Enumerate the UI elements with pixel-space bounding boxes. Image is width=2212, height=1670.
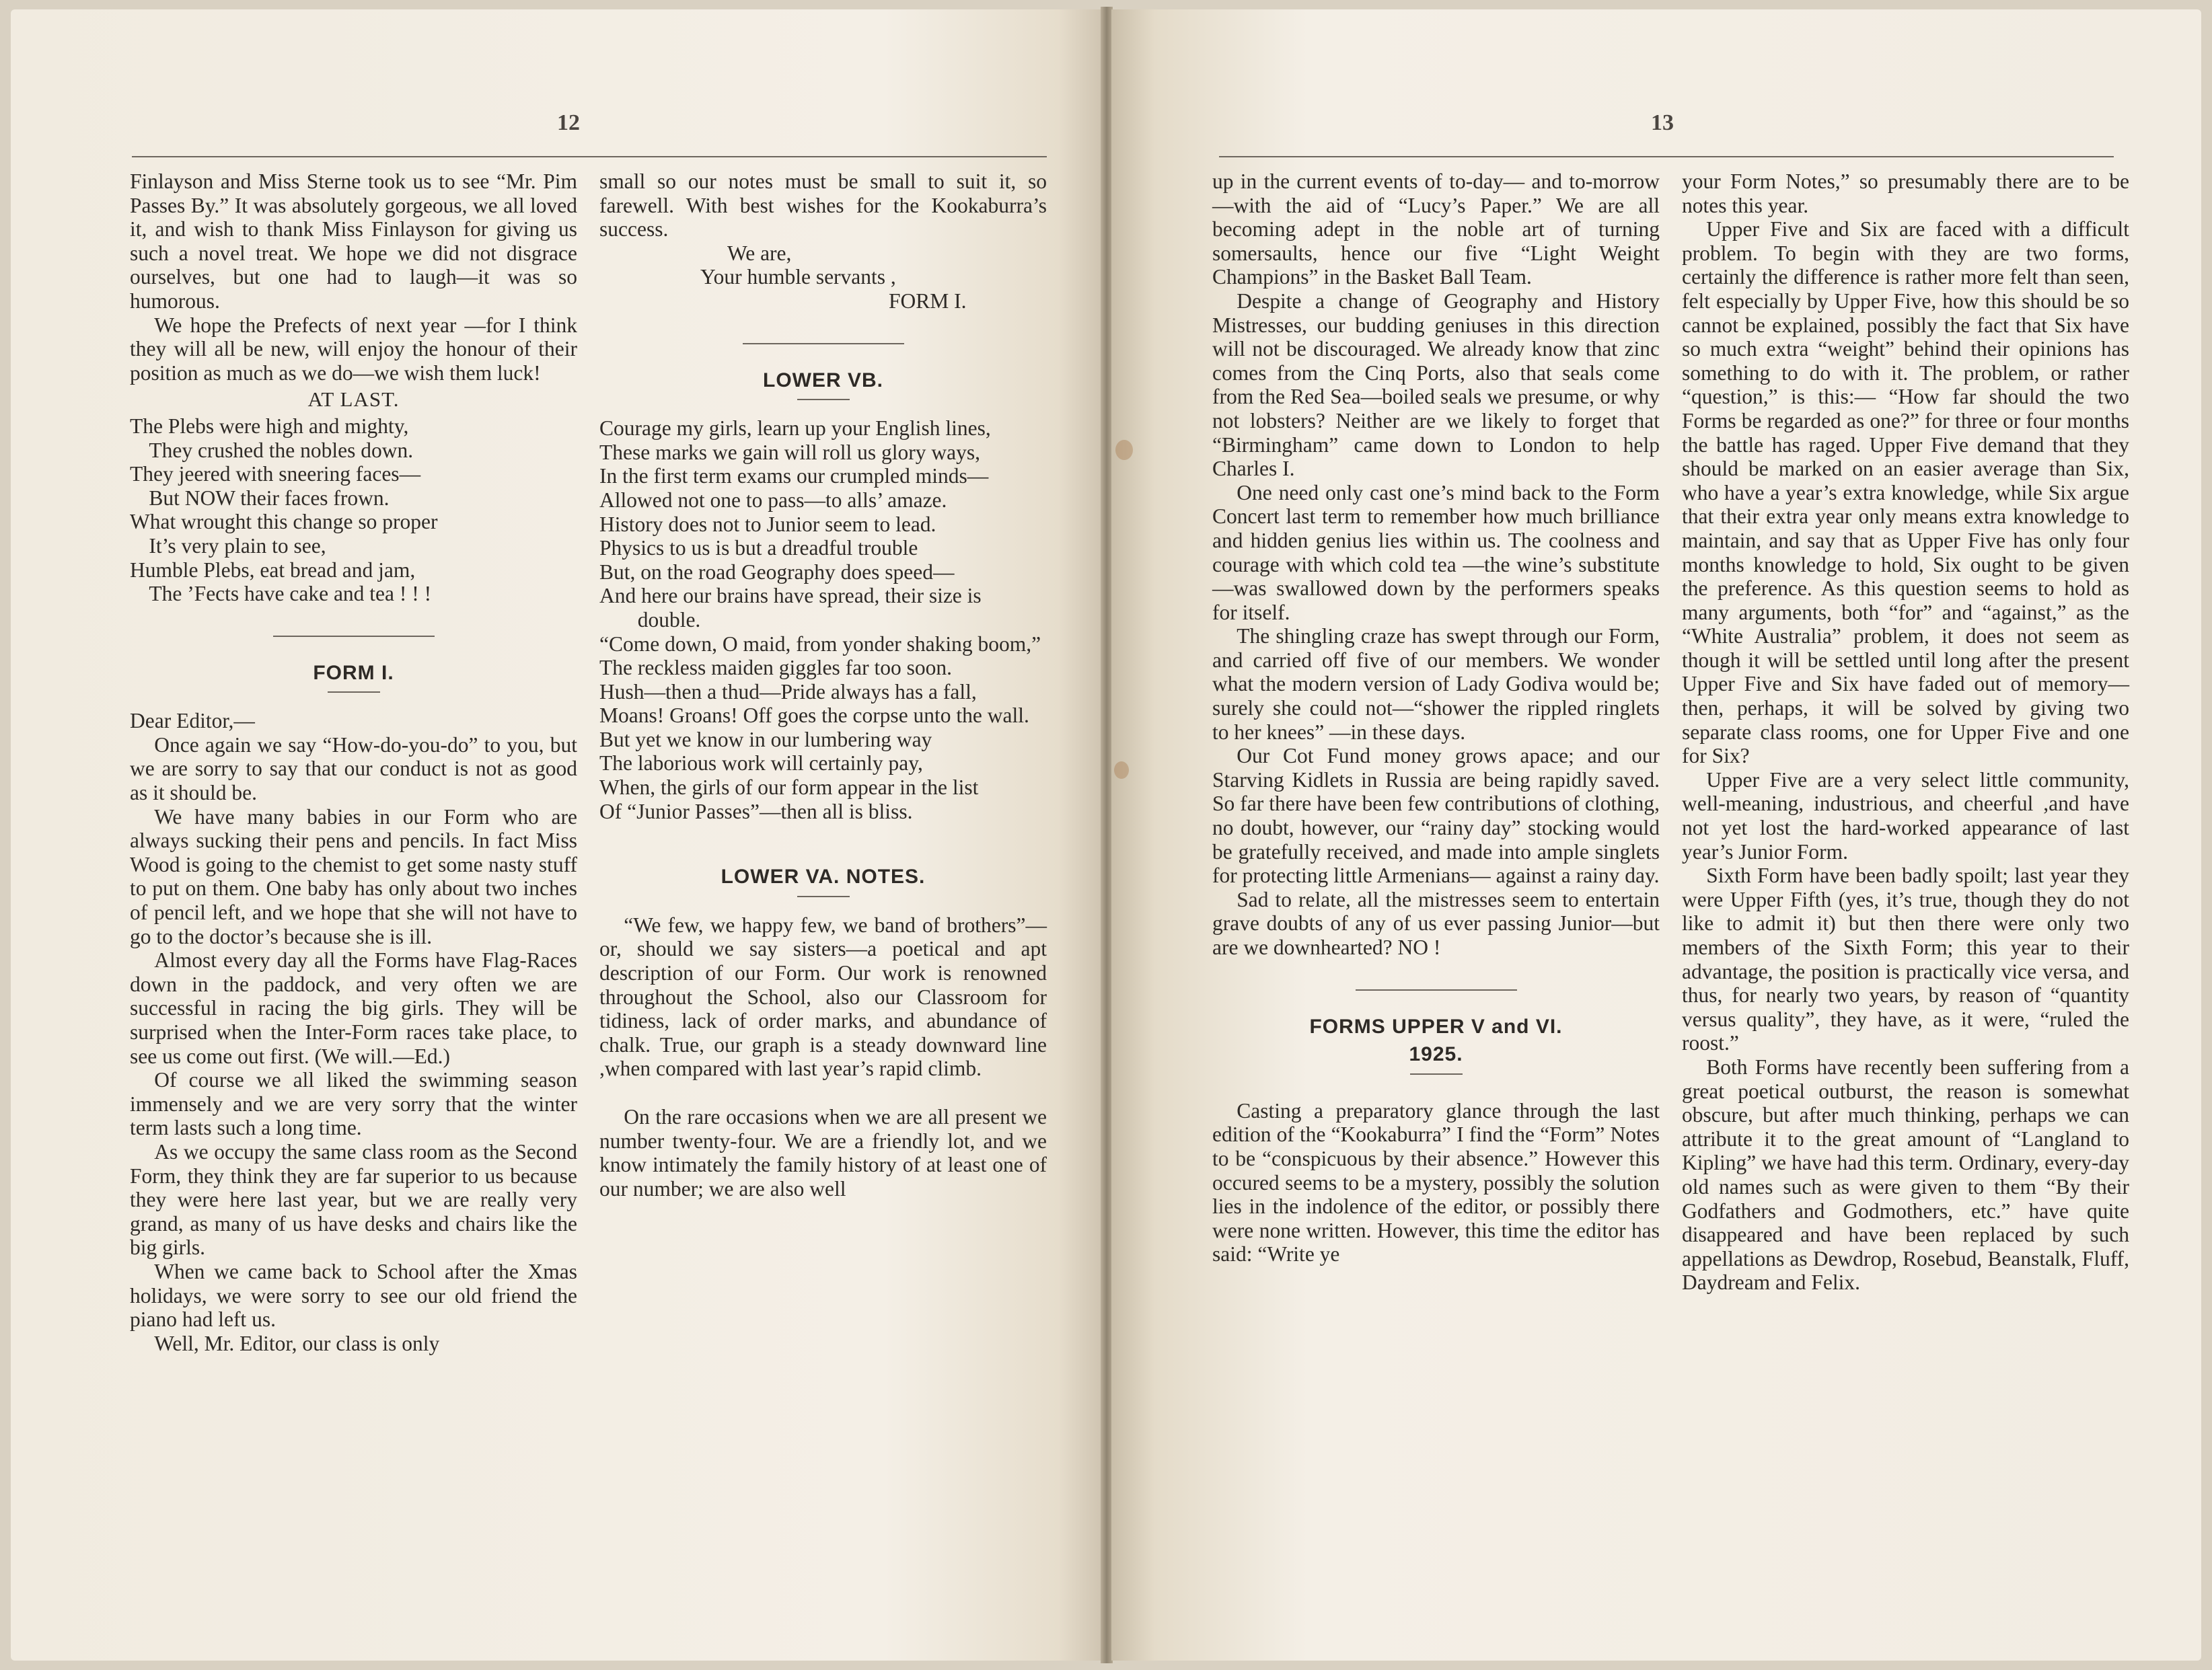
- paragraph: Our Cot Fund money grows apace; and our Starving Kidlets in Russia are being rapidly saved. So far there have been few contributions of clothing, no doubt, however, our “rainy day” stocking would be gratefully received, and made into ample singlets for protecting little Armenians— against a rainy day.: [1212, 744, 1660, 888]
- section-divider: [1356, 989, 1517, 991]
- paragraph: Upper Five are a very select little community, well-meaning, industrious, and cheerful ,and have not yet lost the hard-worked appearance of last year’s Junior Form.: [1682, 767, 2129, 864]
- right-page: [1111, 9, 2201, 1661]
- poem-line: The Plebs were high and mighty,: [130, 414, 409, 438]
- poem-line: Of “Junior Passes”—then all is bliss.: [599, 799, 913, 823]
- paragraph: When we came back to School after the Xmas holidays, we were sorry to see our old friend the piano had left us.: [130, 1259, 577, 1332]
- header-rule-right: [1219, 156, 2114, 157]
- paragraph: On the rare occasions when we are all present we number twenty-four. We are a friendly lot, and we know intimately the family history of at least one of our number; we are also well: [599, 1105, 1047, 1201]
- paragraph: Once again we say “How-do-you-do” to you, but we are sorry to say that our conduct is not as good as it should be.: [130, 732, 577, 805]
- paragraph: Sad to relate, all the mistresses seem to entertain grave doubts of any of us ever passing Junior—but are we downhearted? NO !: [1212, 887, 1660, 959]
- paragraph: “We few, we happy few, we band of brothers”—or, should we say sisters—a poetical and apt description of our Form. Our work is renowned throughout the School, also our Classroom for tidiness, lack of order marks, and abundance of chalk. True, our graph is a steady downward line ,when compared with last year’s rapid climb.: [599, 913, 1047, 1081]
- paragraph: As we occupy the same class room as the Second Form, they think they are far superior to us because they were here last year, but we are really very grand, as many of us have desks and chairs like the big girls.: [130, 1139, 577, 1260]
- poem-line: In the first term exams our crumpled minds—: [599, 464, 989, 488]
- poem-line: Courage my girls, learn up your English lines,: [599, 416, 991, 441]
- poem-line: History does not to Junior seem to lead.: [599, 512, 936, 536]
- poem-line: Hush—then a thud—Pride always has a fall,: [599, 679, 977, 704]
- poem-line: The ’Fects have cake and tea ! ! !: [149, 582, 432, 606]
- paragraph: Well, Mr. Editor, our class is only: [154, 1331, 440, 1355]
- paragraph: Of course we all liked the swimming season immensely and we are very sorry that the winter term lasts such a long time.: [130, 1068, 577, 1140]
- poem-line: But NOW their faces frown.: [149, 486, 390, 510]
- poem-line: Humble Plebs, eat bread and jam,: [130, 558, 416, 582]
- section-divider: [273, 636, 435, 637]
- paragraph: Upper Five and Six are faced with a difficult problem. To begin with they are two forms, certainly the difference is rather more felt than seen, felt especially by Upper Five, how this should be so cannot be explained, possibly the fact that Six have so much extra “weight” behind their opinions has something to do with it. The problem, or rather “question,” is this:— “How far should the two Forms be regarded as one?” for three or four months the battle has raged. Upper Five demand that they should be marked on an easier average than Six, who have a year’s extra knowledge, while Six argue that their extra year only means extra knowledge to maintain, and say that as Upper Five has only four months knowledge to hold, Six ought to be given the preference. As this question seems to hold as many arguments, both “for” and “against,” as the “White Australia” problem, it does not seem as though it will be settled until long after the present Upper Five and Six have faded out of memory— then, perhaps, it will be solved by giving two separate class rooms, one for Upper Five and one for Six?: [1682, 217, 2129, 768]
- column-2: [599, 169, 1047, 1201]
- poem-line: These marks we gain will roll us glory ways,: [599, 440, 981, 464]
- paragraph: Despite a change of Geography and History Mistresses, our budding geniuses in this direction will not be discouraged. We already know that zinc comes from the Cinq Ports, also that seals come from the Red Sea—boiled seals we presume, or why not lobsters? Neither are we likely to forget that “Birmingham” came down to London to help Charles I.: [1212, 289, 1660, 481]
- poem-line: It’s very plain to see,: [149, 533, 326, 558]
- section-heading-form-i: FORM I.: [313, 661, 394, 684]
- paragraph: We hope the Prefects of next year —for I think they will all be new, will enjoy the honour of their position as much as we do—we wish them luck!: [130, 313, 577, 385]
- heading-underline: [328, 691, 380, 693]
- column-1: [130, 169, 577, 1355]
- poem-line: But, on the road Geography does speed—: [599, 560, 955, 584]
- header-rule-left: [132, 156, 1047, 157]
- poem-line: What wrought this change so proper: [130, 510, 438, 534]
- salutation: Dear Editor,—: [130, 709, 255, 733]
- page-number-right: 13: [1651, 110, 1674, 135]
- poem-line: The laborious work will certainly pay,: [599, 751, 923, 775]
- heading-underline: [797, 896, 850, 897]
- poem-line: “Come down, O maid, from yonder shaking boom,”: [599, 632, 1041, 656]
- poem-title: AT LAST.: [307, 387, 400, 412]
- poem-line: They jeered with sneering faces—: [130, 462, 421, 486]
- poem-line: Physics to us is but a dreadful trouble: [599, 536, 918, 560]
- paper-stain: [1114, 761, 1129, 779]
- paragraph: We have many babies in our Form who are always sucking their pens and pencils. In fact Miss Wood is going to the chemist to get some nasty stuff to put on them. One baby has only about two inches of pencil left, and we hope that she will not have to go to the doctor’s because she is ill.: [130, 804, 577, 948]
- paragraph: Both Forms have recently been suffering from a great poetical outburst, the reason is somewhat obscure, but after much thinking, perhaps we can attribute it to the great amount of “Langland to Kipling” we have had this term. Ordinary, every-day old names such as were given to them “By their Godfathers and Godmothers, etc.” have quite disappeared and have been replaced by such appellations as Dewdrop, Rosebud, Beanstalk, Fluff, Daydream and Felix.: [1682, 1055, 2129, 1295]
- paragraph: Sixth Form have been badly spoilt; last year they were Upper Fifth (yes, it’s true, though they do not like to admit it) but then there were only two members of the Sixth Form; this year to their advantage, the position is practically vice versa, and thus, for nearly two years, by reason of “quantity versus quality”, they have, as it were, “ruled the roost.”: [1682, 864, 2129, 1055]
- signature-line: Your humble servants ,: [700, 265, 896, 289]
- section-heading-lower-vb: LOWER VB.: [763, 369, 883, 391]
- paragraph: up in the current events of to-day— and to-morrow—with the aid of “Lucy’s Paper.” We are all becoming adept in the noble art of turning somersaults, hence our five “Light Weight Champions” in the Basket Ball Team.: [1212, 169, 1660, 289]
- section-heading-year: 1925.: [1409, 1043, 1463, 1066]
- section-divider: [743, 343, 904, 344]
- poem-line: The reckless maiden giggles far too soon.: [599, 656, 952, 680]
- poem-at-last: [130, 414, 577, 606]
- paragraph: small so our notes must be small to suit it, so farewell. With best wishes for the Kookaburra’s success.: [599, 169, 1047, 241]
- poem-line: Allowed not one to pass—to alls’ amaze.: [599, 488, 947, 512]
- paper-stain: [1115, 440, 1133, 460]
- paragraph: Casting a preparatory glance through the last edition of the “Kookaburra” I find the “Form” Notes to be “conspicuous by their absence.” However this occured seems to be a mystery, possibly the solution lies in the indolence of the editor, or possibly there were none written. However, this time the editor has said: “Write ye: [1212, 1098, 1660, 1266]
- poem-line: Moans! Groans! Off goes the corpse unto the wall.: [599, 704, 1029, 728]
- paragraph: One need only cast one’s mind back to the Form Concert last term to remember how much brilliance and hidden genius lies within us. The coolness and courage with which cold tea —the wine’s substitute—was swallowed down by the performers speaks for itself.: [1212, 480, 1660, 624]
- poem-line: But yet we know in our lumbering way: [599, 727, 932, 751]
- poem-lower-vb: [599, 416, 1047, 823]
- section-heading-forms-upper: FORMS UPPER V and VI.: [1309, 1015, 1563, 1038]
- poem-line: And here our brains have spread, their size is double.: [599, 584, 982, 632]
- column-3: [1212, 169, 1660, 1266]
- left-page: [11, 9, 1102, 1661]
- section-heading-lower-va: LOWER VA. NOTES.: [721, 866, 926, 888]
- paragraph: Almost every day all the Forms have Flag-Races down in the paddock, and very often we are successful in racing the big girls. They will be surprised when the Inter-Form races take place, to see us come out first. (We will.—Ed.): [130, 948, 577, 1068]
- poem-line: When, the girls of our form appear in the list: [599, 775, 979, 800]
- signature-line: FORM I.: [889, 289, 967, 313]
- heading-underline: [797, 399, 850, 400]
- poem-line: They crushed the nobles down.: [149, 438, 414, 462]
- signature-line: We are,: [727, 241, 792, 265]
- column-4: [1682, 169, 2129, 1295]
- paragraph: The shingling craze has swept through our Form, and carried off five of our members. We wonder what the modern version of Lady Godiva would be; surely she could not—“shower the rippled ringlets to her knees” —in these days.: [1212, 624, 1660, 744]
- page-number-left: 12: [557, 110, 580, 135]
- paragraph: Finlayson and Miss Sterne took us to see “Mr. Pim Passes By.” It was absolutely gorgeous, we all loved it, and wish to thank Miss Finlayson for giving us such a novel treat. We hope we did not disgrace ourselves, but one had to laugh—it was so humorous.: [130, 169, 577, 313]
- paragraph: your Form Notes,” so presumably there are to be notes this year.: [1682, 169, 2129, 217]
- heading-underline: [1410, 1073, 1463, 1075]
